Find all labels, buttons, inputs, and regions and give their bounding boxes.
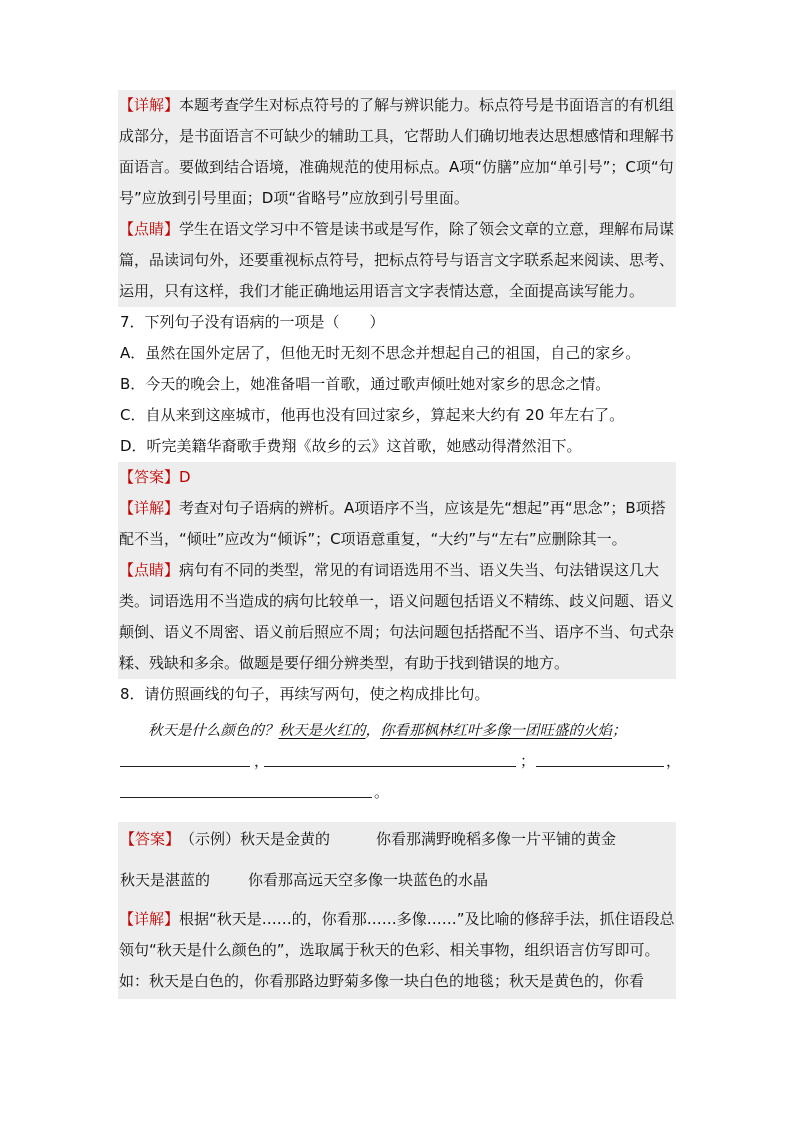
answer-blank-4[interactable] (120, 777, 372, 798)
comment-tag: 【点睛】 (119, 220, 180, 238)
sample-semicolon: ； (612, 723, 627, 739)
answer-blank-3[interactable] (536, 746, 664, 767)
blank-punct: 。 (374, 783, 390, 801)
answer-line1-a: （示例）秋天是金黄的 (180, 830, 331, 848)
q6-detail (118, 90, 676, 214)
answer-tag: 【答案】 (119, 468, 180, 486)
q7-option-b: B．今天的晚会上，她准备唱一首歌，通过歌声倾吐她对家乡的思念之情。 (120, 375, 611, 393)
sample-underlined-2: 你看那枫林红叶多像一团旺盛的火焰 (380, 723, 612, 739)
blank-punct: ， (666, 752, 682, 770)
comment-tag: 【点睛】 (119, 561, 180, 579)
q7-comment (118, 555, 676, 679)
detail-tag: 【详解】 (119, 96, 180, 114)
blank-punct: ； (520, 752, 536, 770)
q6-comment (118, 214, 676, 307)
blank-punct: ， (254, 752, 270, 770)
answer-blank-1[interactable] (120, 746, 250, 767)
q8-answer-line-2 (118, 865, 676, 896)
answer-blank-row-2 (118, 777, 676, 808)
answer-tag: 【答案】 (120, 830, 181, 848)
document-page (118, 90, 682, 999)
q8-answer-line-1 (118, 824, 676, 855)
answer-blank-row-1 (118, 746, 682, 777)
q7-stem: 7．下列句子没有语病的一项是（ ） (120, 313, 385, 331)
sample-comma: ， (365, 723, 380, 739)
sample-prefix: 秋天是什么颜色的？ (148, 723, 279, 739)
detail-tag: 【详解】 (119, 499, 180, 517)
answer-line2-a: 秋天是湛蓝的 (120, 871, 211, 889)
q7-answer (118, 462, 676, 493)
q8-sample-sentence (118, 716, 676, 746)
detail-tag: 【详解】 (119, 910, 180, 928)
comment-text: 学生在语文学习中不管是读书或是写作，除了领会文章的立意，理解布局谋篇，品读词句外，还要重视标点符号，把标点符号与语言文字联系起来阅读、思考、运用，只有这样，我们才能正确地运用语言文字表情达意，全面提高读写能力。 (119, 220, 675, 300)
detail-text: 考查对句子语病的辨析。A项语序不当，应该是先“想起”再“思念”；B项搭配不当，“倾吐”应改为“倾诉”；C项语意重复，“大约”与“左右”应删除其一。 (119, 499, 666, 548)
answer-blank-2[interactable] (264, 746, 516, 767)
answer-line1-b: 你看那满野晚稻多像一片平铺的黄金 (376, 830, 617, 848)
q8-stem: 8．请仿照画线的句子，再续写两句，使之构成排比句。 (120, 685, 490, 703)
answer-text: D (179, 468, 191, 486)
q8-detail (118, 904, 676, 997)
detail-text: 根据“秋天是……的，你看那……多像……”及比喻的修辞手法，抓住语段总领句“秋天是什么颜色的”，选取属于秋天的色彩、相关事物，组织语言仿写即可。如：秋天是白色的，你看那路边野菊多像一块白色的地毯；秋天是黄色的，你看 (119, 910, 675, 990)
detail-text: 本题考查学生对标点符号的了解与辨识能力。标点符号是书面语言的有机组成部分，是书面语言不可缺少的辅助工具，它帮助人们确切地表达思想感情和理解书面语言。要做到结合语境，准确规范的使用标点。A项“仿膳”应加“单引号”；C项“句号”应放到引号里面；D项“省略号”应放到引号里面。 (119, 96, 675, 207)
answer-line2-b: 你看那高远天空多像一块蓝色的水晶 (248, 871, 489, 889)
q7-detail (118, 493, 676, 555)
q8-answer-block (118, 822, 676, 999)
sample-underlined-1: 秋天是火红的 (278, 723, 366, 739)
comment-text: 病句有不同的类型，常见的有词语选用不当、语义失当、句法错误这几大类。词语选用不当造成的病句比较单一，语义问题包括语义不精练、歧义问题、语义颠倒、语义不周密、语义前后照应不周；句法问题包括搭配不当、语序不当、句式杂糅、残缺和多余。做题是要仔细分辨类型，有助于找到错误的地方。 (119, 561, 675, 672)
q7-option-a: A．虽然在国外定居了，但他无时无刻不思念并想起自己的祖国，自己的家乡。 (120, 344, 641, 362)
q7-option-d: D．听完美籍华裔歌手费翔《故乡的云》这首歌，她感动得潸然泪下。 (120, 437, 582, 455)
q7-option-c: C．自从来到这座城市，他再也没有回过家乡，算起来大约有 20 年左右了。 (120, 406, 625, 424)
